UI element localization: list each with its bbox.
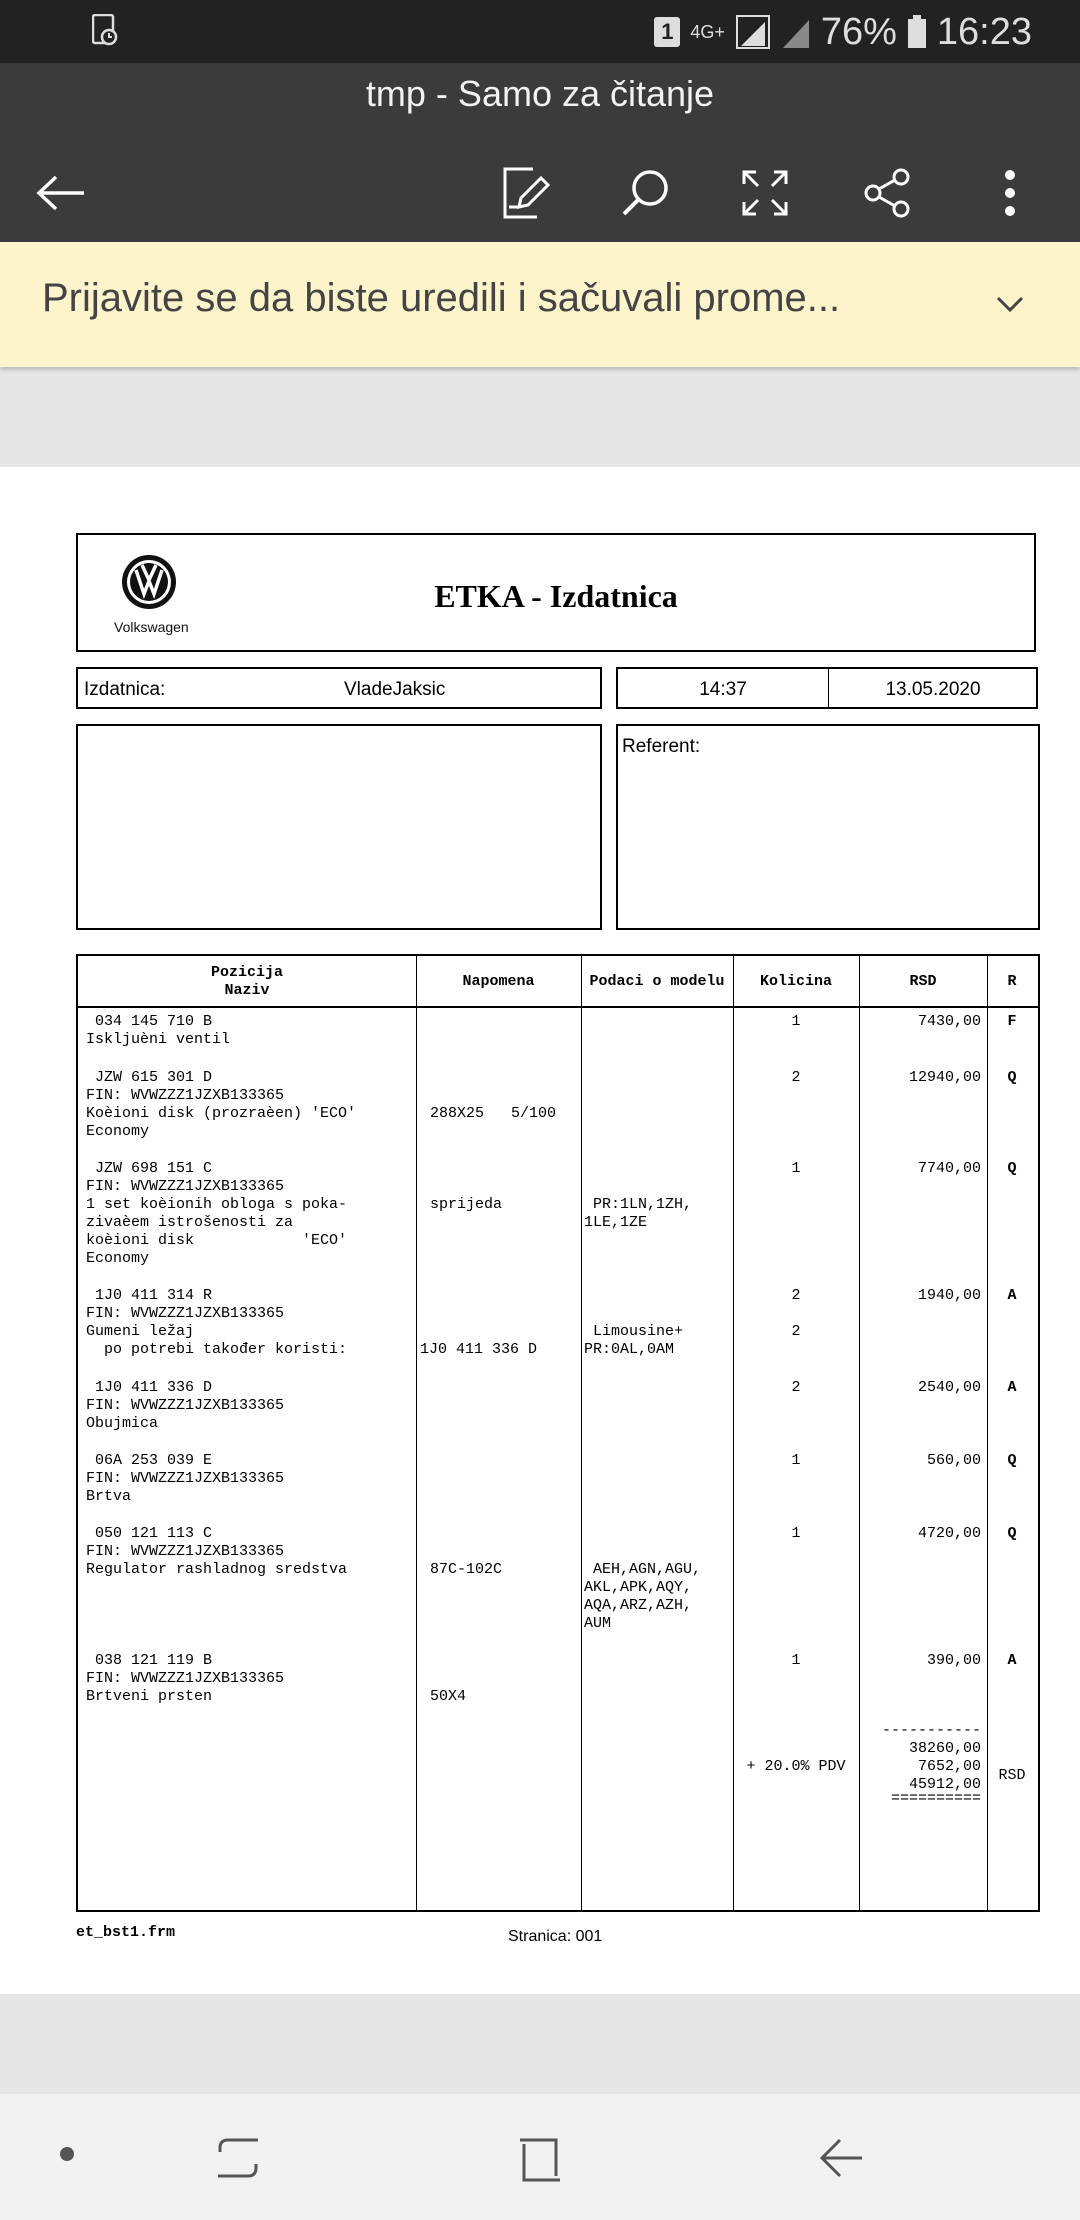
back-nav-icon[interactable] — [818, 2136, 866, 2180]
fullscreen-icon — [740, 168, 790, 218]
search-button[interactable] — [610, 158, 680, 228]
row-r: F — [1007, 1013, 1017, 1030]
totals-double-line: ========== — [890, 1790, 981, 1807]
row-r: Q — [1007, 1069, 1017, 1086]
more-vertical-icon — [1003, 169, 1017, 217]
time-value: 14:37 — [699, 679, 747, 700]
header-divider — [78, 1006, 1038, 1008]
row-napomena: 288X25 5/100 — [430, 1105, 557, 1122]
row-napomena: 87C-102C — [430, 1561, 503, 1578]
sim-badge: 1 — [654, 17, 680, 47]
row-kolicina: 1 — [791, 1652, 801, 1669]
row-r: A — [1007, 1287, 1017, 1304]
row-kolicina: 2 — [791, 1379, 801, 1396]
header-pozicija-label: Pozicija — [210, 964, 283, 981]
row-rsd: 2540,00 — [917, 1379, 981, 1396]
header-pozicija — [78, 964, 416, 1000]
header-kolicina: Kolicina — [759, 973, 832, 990]
dot-indicator-icon — [58, 2145, 76, 2163]
home-icon[interactable] — [516, 2136, 564, 2184]
recent-apps-icon[interactable] — [214, 2136, 262, 2180]
header-napomena: Napomena — [462, 973, 535, 990]
document-title: tmp - Samo za čitanje — [365, 73, 715, 114]
share-button[interactable] — [852, 158, 922, 228]
izdatnica-label: Izdatnica: — [84, 679, 166, 700]
screenshot-notification-icon — [92, 14, 118, 46]
row-r: Q — [1007, 1525, 1017, 1542]
row-kolicina: 1 — [791, 1525, 801, 1542]
address-box — [76, 724, 602, 930]
document-header — [76, 533, 1036, 652]
app-bar — [0, 63, 1080, 242]
chevron-down-icon[interactable] — [990, 284, 1030, 324]
row-naziv: 06A 253 039 E FIN: WVWZZZ1JZXB133365 Brtva — [86, 1452, 285, 1505]
status-bar — [0, 0, 1080, 63]
row-naziv: 038 121 119 B FIN: WVWZZZ1JZXB133365 Brtveni prsten — [86, 1652, 285, 1705]
row-kolicina: 2 2 — [791, 1287, 801, 1340]
row-kolicina: 1 — [791, 1452, 801, 1469]
currency-label: RSD — [998, 1767, 1026, 1784]
row-naziv: 034 145 710 B Iskljuèni ventil — [86, 1013, 231, 1048]
row-napomena: sprijeda — [430, 1196, 503, 1213]
header-naziv-label: Naziv — [224, 982, 270, 999]
header-podaci: Podaci o modelu — [589, 973, 725, 990]
document-page — [0, 467, 1080, 1994]
row-naziv: 050 121 113 C FIN: WVWZZZ1JZXB133365 Regulator rashladnog sredstva — [86, 1525, 348, 1578]
row-kolicina: 2 — [791, 1069, 801, 1086]
header-r: R — [1007, 973, 1017, 990]
row-r: A — [1007, 1652, 1017, 1669]
search-icon — [619, 167, 671, 219]
footer-filename: et_bst1.frm — [76, 1924, 176, 1941]
arrow-left-icon — [34, 173, 88, 213]
edit-button[interactable] — [490, 158, 560, 228]
row-podaci: PR:1LN,1ZH, 1LE,1ZE — [584, 1196, 693, 1231]
referent-box — [616, 724, 1040, 930]
row-rsd: 560,00 — [926, 1452, 981, 1469]
fullscreen-button[interactable] — [730, 158, 800, 228]
system-nav-bar — [0, 2094, 1080, 2220]
row-podaci: Limousine+ PR:0AL,0AM — [584, 1323, 684, 1358]
row-rsd: 12940,00 — [908, 1069, 981, 1086]
more-options-button[interactable] — [975, 158, 1045, 228]
row-kolicina: 1 — [791, 1160, 801, 1177]
vat-label: + 20.0% PDV — [746, 1758, 846, 1775]
totals-separator: ----------- — [881, 1722, 981, 1739]
row-napomena: 50X4 — [430, 1688, 467, 1705]
battery-icon — [907, 15, 927, 49]
clock: 16:23 — [936, 10, 1032, 53]
edit-document-icon — [499, 165, 551, 221]
footer-page-number: Stranica: 001 — [508, 1928, 603, 1945]
izdatnica-value: VladeJaksic — [344, 679, 446, 700]
banner-message: Prijavite se da biste uredili i sačuvali prome... — [42, 276, 841, 320]
row-rsd: 7430,00 — [917, 1013, 981, 1030]
column-divider — [416, 956, 417, 1910]
row-naziv: JZW 615 301 D FIN: WVWZZZ1JZXB133365 Koèioni disk (prozraèen) 'ECO' Economy — [86, 1069, 357, 1140]
vat-value: 7652,00 — [917, 1758, 981, 1775]
row-rsd: 390,00 — [926, 1652, 981, 1669]
row-podaci: AEH,AGN,AGU, AKL,APK,AQY, AQA,ARZ,AZH, AUM — [584, 1561, 702, 1632]
sign-in-banner[interactable] — [0, 242, 1080, 367]
date-value: 13.05.2020 — [885, 679, 981, 700]
document-heading: ETKA - Izdatnica — [434, 578, 678, 614]
row-rsd: 1940,00 — [917, 1287, 981, 1304]
battery-percent: 76% — [820, 10, 897, 53]
row-r: A — [1007, 1379, 1017, 1396]
signal-icon-secondary — [781, 14, 811, 50]
header-rsd: RSD — [909, 973, 937, 990]
logo-label: Volkswagen — [114, 619, 189, 635]
row-kolicina: 1 — [791, 1013, 801, 1030]
subtotal-value: 38260,00 — [908, 1740, 981, 1757]
time-date-box — [616, 667, 1038, 709]
network-type: 4G+ — [690, 22, 725, 42]
signal-icon — [735, 14, 771, 50]
share-icon — [861, 167, 913, 219]
row-r: Q — [1007, 1160, 1017, 1177]
row-naziv: 1J0 411 314 R FIN: WVWZZZ1JZXB133365 Gumeni ležaj po potrebi također koristi: — [86, 1287, 348, 1358]
row-rsd: 7740,00 — [917, 1160, 981, 1177]
total-value: 45912,00 — [908, 1776, 981, 1793]
referent-label: Referent: — [622, 736, 701, 757]
column-divider — [581, 956, 582, 1910]
row-naziv: JZW 698 151 C FIN: WVWZZZ1JZXB133365 1 set koèionih obloga s poka- zivaèem istrošenosti za koèioni disk 'ECO' Economy — [86, 1160, 348, 1267]
row-r: Q — [1007, 1452, 1017, 1469]
back-button[interactable] — [26, 158, 96, 228]
izdatnica-box — [76, 667, 602, 709]
row-naziv: 1J0 411 336 D FIN: WVWZZZ1JZXB133365 Obujmica — [86, 1379, 285, 1432]
row-napomena: 1J0 411 336 D — [420, 1341, 538, 1358]
row-rsd: 4720,00 — [917, 1525, 981, 1542]
items-table — [76, 954, 1040, 1912]
